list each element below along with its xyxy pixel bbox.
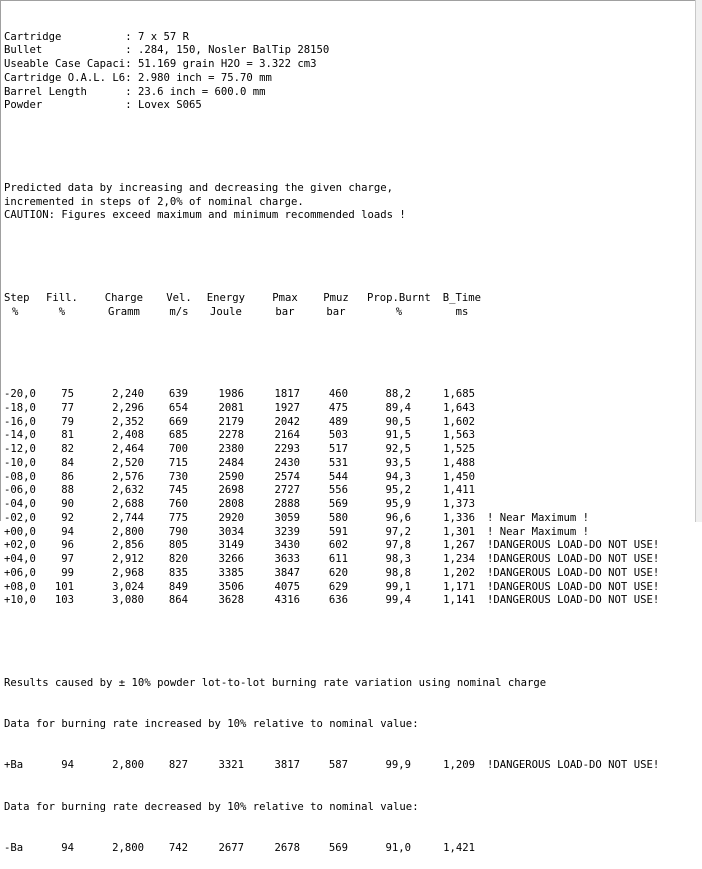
pmuz-cell: 460 bbox=[328, 388, 348, 400]
charge-cell: 2,800 bbox=[112, 841, 144, 854]
pmax-cell: 4075 bbox=[274, 580, 300, 593]
velocity-cell: 775 bbox=[168, 511, 188, 524]
prop-burnt-cell: 99,9 bbox=[385, 759, 411, 772]
pmuz-cell: 620 bbox=[328, 566, 348, 579]
charge-cell: 2,576 bbox=[112, 470, 144, 483]
energy-cell: 2808 bbox=[218, 498, 244, 510]
pmuz-cell: 587 bbox=[328, 759, 348, 772]
charge-cell: 2,688 bbox=[112, 498, 144, 510]
velocity-cell: 864 bbox=[168, 594, 188, 607]
intro-line: CAUTION: Figures exceed maximum and minimum recommended loads ! bbox=[4, 209, 406, 222]
info-label: Useable Case Capaci bbox=[4, 58, 126, 70]
velocity-cell: 730 bbox=[168, 470, 188, 483]
fill-cell: 94 bbox=[61, 759, 74, 772]
header-row-names bbox=[4, 292, 694, 306]
info-value: : 23.6 inch = 600.0 mm bbox=[125, 85, 266, 98]
velocity-cell: 685 bbox=[168, 429, 188, 442]
prop-burnt-cell: 97,2 bbox=[385, 525, 411, 538]
step-cell: +10,0 bbox=[4, 594, 36, 607]
pmuz-cell: 475 bbox=[328, 401, 348, 414]
velocity-cell: 820 bbox=[168, 553, 188, 565]
burn-time-cell: 1,267 bbox=[443, 539, 475, 552]
decreased-rate-row bbox=[4, 842, 694, 856]
burn-time-cell: 1,171 bbox=[443, 580, 475, 593]
burn-time-cell: 1,450 bbox=[443, 470, 475, 483]
burn-time-cell: 1,373 bbox=[443, 498, 475, 510]
step-cell: +Ba bbox=[4, 759, 24, 772]
column-header: % bbox=[58, 305, 66, 318]
fill-cell: 84 bbox=[61, 456, 74, 469]
info-line bbox=[4, 72, 694, 86]
intro-text-block bbox=[4, 182, 694, 223]
info-value: : .284, 150, Nosler BalTip 28150 bbox=[125, 44, 330, 57]
column-header: Joule bbox=[210, 305, 242, 318]
info-line bbox=[4, 58, 694, 72]
prop-burnt-cell: 90,5 bbox=[385, 415, 411, 428]
pmax-cell: 3633 bbox=[274, 553, 300, 565]
energy-cell: 2484 bbox=[218, 456, 244, 469]
fill-cell: 81 bbox=[61, 429, 74, 442]
table-header bbox=[4, 292, 694, 320]
velocity-cell: 805 bbox=[168, 539, 188, 552]
step-cell: +08,0 bbox=[4, 580, 36, 593]
step-cell: -Ba bbox=[4, 841, 24, 854]
prop-burnt-cell: 99,4 bbox=[385, 594, 411, 607]
prop-burnt-cell: 95,2 bbox=[385, 484, 411, 497]
step-cell: -16,0 bbox=[4, 415, 36, 428]
burn-time-cell: 1,234 bbox=[443, 553, 475, 565]
pmuz-cell: 569 bbox=[328, 498, 348, 510]
prop-burnt-cell: 89,4 bbox=[385, 401, 411, 414]
velocity-cell: 639 bbox=[168, 388, 188, 400]
velocity-cell: 835 bbox=[168, 566, 188, 579]
charge-cell: 2,968 bbox=[112, 566, 144, 579]
charge-cell: 2,296 bbox=[112, 401, 144, 414]
fill-cell: 82 bbox=[61, 443, 74, 455]
prop-burnt-cell: 95,9 bbox=[385, 498, 411, 510]
charge-cell: 2,800 bbox=[112, 759, 144, 772]
table-row bbox=[4, 581, 694, 595]
warning-note: ! Near Maximum ! bbox=[487, 525, 590, 538]
table-row bbox=[4, 594, 694, 608]
energy-cell: 3385 bbox=[218, 566, 244, 579]
velocity-cell: 790 bbox=[168, 525, 188, 538]
column-header: Fill. bbox=[46, 291, 78, 304]
warning-note: ! Near Maximum ! bbox=[487, 511, 590, 524]
pmuz-cell: 556 bbox=[328, 484, 348, 497]
pmuz-cell: 503 bbox=[328, 429, 348, 442]
pmax-cell: 2430 bbox=[274, 456, 300, 469]
velocity-cell: 745 bbox=[168, 484, 188, 497]
step-cell: -14,0 bbox=[4, 429, 36, 442]
pmax-cell: 3239 bbox=[274, 525, 300, 538]
burn-time-cell: 1,525 bbox=[443, 443, 475, 455]
prop-burnt-cell: 99,1 bbox=[385, 580, 411, 593]
column-header: m/s bbox=[169, 305, 189, 318]
fill-cell: 97 bbox=[61, 553, 74, 565]
info-label: Cartridge bbox=[4, 30, 126, 43]
step-cell: +00,0 bbox=[4, 525, 36, 538]
burn-time-cell: 1,209 bbox=[443, 759, 475, 772]
warning-note: !DANGEROUS LOAD-DO NOT USE! bbox=[487, 539, 660, 552]
fill-cell: 103 bbox=[54, 594, 74, 607]
fill-cell: 99 bbox=[61, 566, 74, 579]
info-line bbox=[4, 86, 694, 100]
column-header: Gramm bbox=[108, 305, 140, 318]
fill-cell: 96 bbox=[61, 539, 74, 552]
intro-line: Predicted data by increasing and decreasing the given charge, bbox=[4, 181, 394, 194]
velocity-cell: 742 bbox=[168, 841, 188, 854]
column-header: Step bbox=[4, 291, 30, 304]
fill-cell: 79 bbox=[61, 415, 74, 428]
fill-cell: 88 bbox=[61, 484, 74, 497]
increased-rate-row bbox=[4, 759, 694, 773]
charge-cell: 2,912 bbox=[112, 553, 144, 565]
step-cell: -08,0 bbox=[4, 470, 36, 483]
fill-cell: 86 bbox=[61, 470, 74, 483]
step-cell: -02,0 bbox=[4, 511, 36, 524]
warning-note: !DANGEROUS LOAD-DO NOT USE! bbox=[487, 594, 660, 607]
step-cell: -06,0 bbox=[4, 484, 36, 497]
energy-cell: 1986 bbox=[218, 388, 244, 400]
energy-cell: 3506 bbox=[218, 580, 244, 593]
step-cell: -18,0 bbox=[4, 401, 36, 414]
energy-cell: 2278 bbox=[218, 429, 244, 442]
burn-time-cell: 1,602 bbox=[443, 415, 475, 428]
column-header: Vel. bbox=[166, 291, 192, 304]
table-row bbox=[4, 567, 694, 581]
info-value: : 2.980 inch = 75.70 mm bbox=[125, 71, 272, 84]
warning-note: !DANGEROUS LOAD-DO NOT USE! bbox=[487, 553, 660, 565]
velocity-cell: 849 bbox=[168, 580, 188, 593]
step-cell: -04,0 bbox=[4, 498, 36, 510]
energy-cell: 2677 bbox=[218, 841, 244, 854]
charge-cell: 2,856 bbox=[112, 539, 144, 552]
charge-cell: 3,080 bbox=[112, 594, 144, 607]
charge-cell: 2,800 bbox=[112, 525, 144, 538]
column-header: Prop.Burnt bbox=[367, 291, 431, 304]
column-header: % bbox=[395, 305, 403, 318]
column-header: Charge bbox=[104, 291, 144, 304]
burn-time-cell: 1,202 bbox=[443, 566, 475, 579]
pmax-cell: 2888 bbox=[274, 498, 300, 510]
info-value: : 51.169 grain H2O = 3.322 cm3 bbox=[125, 58, 317, 70]
intro-line: incremented in steps of 2,0% of nominal charge. bbox=[4, 195, 304, 208]
pmuz-cell: 569 bbox=[328, 841, 348, 854]
velocity-cell: 654 bbox=[168, 401, 188, 414]
table-row bbox=[4, 553, 694, 567]
pmuz-cell: 636 bbox=[328, 594, 348, 607]
pmuz-cell: 531 bbox=[328, 456, 348, 469]
velocity-cell: 669 bbox=[168, 415, 188, 428]
pmuz-cell: 611 bbox=[328, 553, 348, 565]
column-header: ms bbox=[455, 305, 469, 318]
fill-cell: 90 bbox=[61, 498, 74, 510]
table-row bbox=[4, 526, 694, 540]
table-row bbox=[4, 539, 694, 553]
energy-cell: 2380 bbox=[218, 443, 244, 455]
pmuz-cell: 544 bbox=[328, 470, 348, 483]
pmuz-cell: 629 bbox=[328, 580, 348, 593]
info-label: Bullet bbox=[4, 44, 126, 57]
energy-cell: 2920 bbox=[218, 511, 244, 524]
charge-cell: 2,464 bbox=[112, 443, 144, 455]
decreased-rate-label: Data for burning rate decreased by 10% relative to nominal value: bbox=[4, 800, 419, 813]
results-heading: Results caused by ± 10% powder lot-to-lot burning rate variation using nominal charge bbox=[4, 676, 547, 689]
burn-time-cell: 1,685 bbox=[443, 388, 475, 400]
report-text bbox=[4, 3, 694, 869]
step-cell: -10,0 bbox=[4, 456, 36, 469]
velocity-cell: 760 bbox=[168, 498, 188, 510]
column-header: % bbox=[12, 305, 19, 318]
pmax-cell: 1927 bbox=[274, 401, 300, 414]
info-label: Cartridge O.A.L. L6 bbox=[4, 71, 126, 84]
energy-cell: 3321 bbox=[218, 759, 244, 772]
info-line bbox=[4, 99, 694, 113]
fill-cell: 92 bbox=[61, 511, 74, 524]
table-row bbox=[4, 484, 694, 498]
prop-burnt-cell: 97,8 bbox=[385, 539, 411, 552]
column-header: bar bbox=[275, 305, 295, 318]
fill-cell: 77 bbox=[61, 401, 74, 414]
table-row bbox=[4, 416, 694, 430]
increased-rate-label: Data for burning rate increased by 10% relative to nominal value: bbox=[4, 718, 419, 730]
table-row bbox=[4, 512, 694, 526]
energy-cell: 3628 bbox=[218, 594, 244, 607]
prop-burnt-cell: 93,5 bbox=[385, 456, 411, 469]
fill-cell: 75 bbox=[61, 388, 74, 400]
pmax-cell: 2678 bbox=[274, 841, 300, 854]
charge-cell: 3,024 bbox=[112, 580, 144, 593]
burn-time-cell: 1,301 bbox=[443, 525, 475, 538]
prop-burnt-cell: 91,0 bbox=[385, 841, 411, 854]
energy-cell: 2081 bbox=[218, 401, 244, 414]
table-row bbox=[4, 498, 694, 512]
fill-cell: 101 bbox=[54, 580, 74, 593]
table-row bbox=[4, 388, 694, 402]
pmax-cell: 2293 bbox=[274, 443, 300, 455]
info-value: : 7 x 57 R bbox=[125, 30, 189, 43]
fill-cell: 94 bbox=[61, 525, 74, 538]
charge-cell: 2,744 bbox=[112, 511, 144, 524]
step-cell: +06,0 bbox=[4, 566, 36, 579]
pmuz-cell: 602 bbox=[328, 539, 348, 552]
table-row bbox=[4, 443, 694, 457]
energy-cell: 3266 bbox=[218, 553, 244, 565]
prop-burnt-cell: 98,8 bbox=[385, 566, 411, 579]
header-row-units bbox=[4, 306, 694, 320]
energy-cell: 2590 bbox=[218, 470, 244, 483]
pmuz-cell: 517 bbox=[328, 443, 348, 455]
warning-note: !DANGEROUS LOAD-DO NOT USE! bbox=[487, 566, 660, 579]
energy-cell: 2698 bbox=[218, 484, 244, 497]
warning-note: !DANGEROUS LOAD-DO NOT USE! bbox=[487, 759, 660, 772]
pmax-cell: 2042 bbox=[274, 415, 300, 428]
table-row bbox=[4, 457, 694, 471]
info-value: : Lovex S065 bbox=[125, 99, 202, 112]
charge-cell: 2,520 bbox=[112, 456, 144, 469]
prop-burnt-cell: 96,6 bbox=[385, 511, 411, 524]
burn-time-cell: 1,141 bbox=[443, 594, 475, 607]
load-data-table bbox=[4, 388, 694, 608]
energy-cell: 2179 bbox=[218, 415, 244, 428]
pmax-cell: 2164 bbox=[274, 429, 300, 442]
column-header: bar bbox=[326, 305, 346, 318]
pmax-cell: 2727 bbox=[274, 484, 300, 497]
fill-cell: 94 bbox=[61, 841, 74, 854]
cartridge-info-block bbox=[4, 31, 694, 114]
pmax-cell: 3817 bbox=[274, 759, 300, 772]
prop-burnt-cell: 91,5 bbox=[385, 429, 411, 442]
warning-note: !DANGEROUS LOAD-DO NOT USE! bbox=[487, 580, 660, 593]
prop-burnt-cell: 92,5 bbox=[385, 443, 411, 455]
info-label: Powder bbox=[4, 99, 126, 112]
energy-cell: 3149 bbox=[218, 539, 244, 552]
pmuz-cell: 591 bbox=[328, 525, 348, 538]
pmuz-cell: 580 bbox=[328, 511, 348, 524]
velocity-cell: 700 bbox=[168, 443, 188, 455]
burn-time-cell: 1,421 bbox=[443, 841, 475, 854]
burn-time-cell: 1,563 bbox=[443, 429, 475, 442]
column-header: B_Time bbox=[442, 291, 482, 304]
table-row bbox=[4, 402, 694, 416]
step-cell: -20,0 bbox=[4, 388, 36, 400]
column-header: Pmax bbox=[272, 291, 298, 304]
prop-burnt-cell: 94,3 bbox=[385, 470, 411, 483]
pmax-cell: 1817 bbox=[274, 388, 300, 400]
burn-time-cell: 1,643 bbox=[443, 401, 475, 414]
table-row bbox=[4, 429, 694, 443]
pmuz-cell: 489 bbox=[328, 415, 348, 428]
info-line bbox=[4, 44, 694, 58]
step-cell: +02,0 bbox=[4, 539, 36, 552]
table-row bbox=[4, 471, 694, 485]
info-line bbox=[4, 31, 694, 45]
prop-burnt-cell: 88,2 bbox=[385, 388, 411, 400]
charge-cell: 2,632 bbox=[112, 484, 144, 497]
column-header: Pmuz bbox=[323, 291, 349, 304]
column-header: Energy bbox=[206, 291, 246, 304]
pmax-cell: 3059 bbox=[274, 511, 300, 524]
vertical-scrollbar[interactable] bbox=[695, 0, 702, 522]
step-cell: -12,0 bbox=[4, 443, 36, 455]
step-cell: +04,0 bbox=[4, 553, 36, 565]
info-label: Barrel Length bbox=[4, 85, 126, 98]
pmax-cell: 2574 bbox=[274, 470, 300, 483]
charge-cell: 2,352 bbox=[112, 415, 144, 428]
burn-time-cell: 1,411 bbox=[443, 484, 475, 497]
energy-cell: 3034 bbox=[218, 525, 244, 538]
burn-time-cell: 1,488 bbox=[443, 456, 475, 469]
pmax-cell: 4316 bbox=[274, 594, 300, 607]
velocity-cell: 715 bbox=[168, 456, 188, 469]
velocity-cell: 827 bbox=[168, 759, 188, 772]
charge-cell: 2,240 bbox=[112, 388, 144, 400]
prop-burnt-cell: 98,3 bbox=[385, 553, 411, 565]
pmax-cell: 3847 bbox=[274, 566, 300, 579]
pmax-cell: 3430 bbox=[274, 539, 300, 552]
charge-cell: 2,408 bbox=[112, 429, 144, 442]
burn-time-cell: 1,336 bbox=[443, 511, 475, 524]
